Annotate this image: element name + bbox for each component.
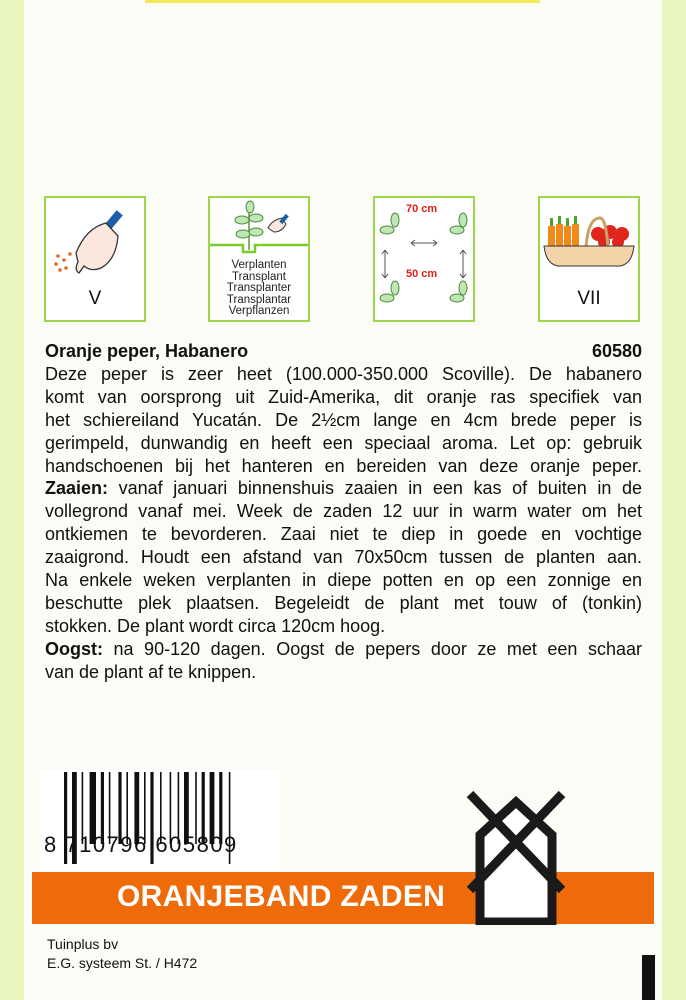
harvest-month: VII <box>577 288 601 309</box>
harvest-heading: Oogst: <box>45 638 103 659</box>
edge-mark <box>642 955 655 1000</box>
transplant-label-de: Verpflanzen <box>228 305 290 317</box>
sowing-hand-icon <box>46 198 144 288</box>
plant-distance: 50 cm <box>406 268 438 280</box>
spacing-icon-box <box>373 196 475 322</box>
company-name: Tuinplus bv <box>47 936 119 952</box>
harvest-line: van de plant af te knippen. <box>45 661 257 682</box>
product-title-row <box>45 340 642 363</box>
description-line: handschoenen bij het hanteren en bereiden van deze oranje peper. <box>45 455 642 476</box>
sowing-line: vanaf januari binnenshuis zaaien in een kas of buiten in de <box>108 478 642 499</box>
sowing-line: stokken. De plant wordt circa 120cm hoog. <box>45 615 386 636</box>
harvest-basket-icon <box>540 198 638 278</box>
sowing-line: vollegrond vanaf mei. Week de zaden 12 uur in warm water om het <box>45 501 642 522</box>
sowing-line: Na enkele weken verplanten in diepe potten en op een zonnige en <box>45 570 642 591</box>
description-line: komt van oorsprong uit Zuid-Amerika, dit oranje ras specifiek van <box>45 386 642 407</box>
company-info <box>47 935 197 973</box>
transplant-plant-icon <box>210 198 308 258</box>
harvest-month-icon-box <box>538 196 640 322</box>
transplant-label-nl: Verplanten <box>231 259 287 271</box>
product-name: Oranje peper, Habanero <box>45 341 249 361</box>
sowing-month-icon-box <box>44 196 146 322</box>
product-code: 60580 <box>591 341 642 361</box>
transplant-labels <box>210 260 308 318</box>
harvest-first-line <box>45 638 642 661</box>
description-line: het schiereiland Yucatán. De 2½cm lange en 4cm brede peper is <box>45 409 642 430</box>
description-line: Deze peper is zeer heet (100.000-350.000 Scoville). De habanero <box>45 363 642 384</box>
top-rule <box>145 0 540 3</box>
barcode <box>40 770 280 870</box>
certification: E.G. systeem St. / H472 <box>47 955 198 971</box>
product-description <box>45 340 642 684</box>
transplant-icon-box <box>208 196 310 322</box>
brand-name: ORANJEBAND ZADEN <box>117 880 446 913</box>
plant-spacing-icon <box>375 198 473 320</box>
sowing-heading: Zaaien: <box>45 478 109 499</box>
transplant-label-fr: Transplanter <box>226 282 292 294</box>
windmill-logo-icon <box>466 790 576 925</box>
sowing-line: zaaigrond. Houdt een afstand van 70x50cm tussen de planten aan. <box>45 547 642 568</box>
sowing-first-line <box>45 477 642 500</box>
transplant-label-en: Transplant <box>232 270 286 283</box>
sowing-line: beschutte plek plaatsen. Begeleidt de plant met touw of (tonkin) <box>45 592 642 613</box>
description-line: gerimpeld, dunwandig en heeft een speciaal aroma. Let op: gebruik <box>45 432 642 453</box>
row-distance: 70 cm <box>406 203 438 215</box>
harvest-line: na 90-120 dagen. Oogst de pepers door ze met een schaar <box>103 638 642 659</box>
barcode-number: 8 710796 605809 <box>44 832 238 857</box>
sowing-month: V <box>88 288 102 309</box>
sowing-line: ontkiemen te bevorderen. Zaai niet te diep in goede en vochtige <box>45 524 642 545</box>
transplant-label-es: Transplantar <box>226 293 292 306</box>
